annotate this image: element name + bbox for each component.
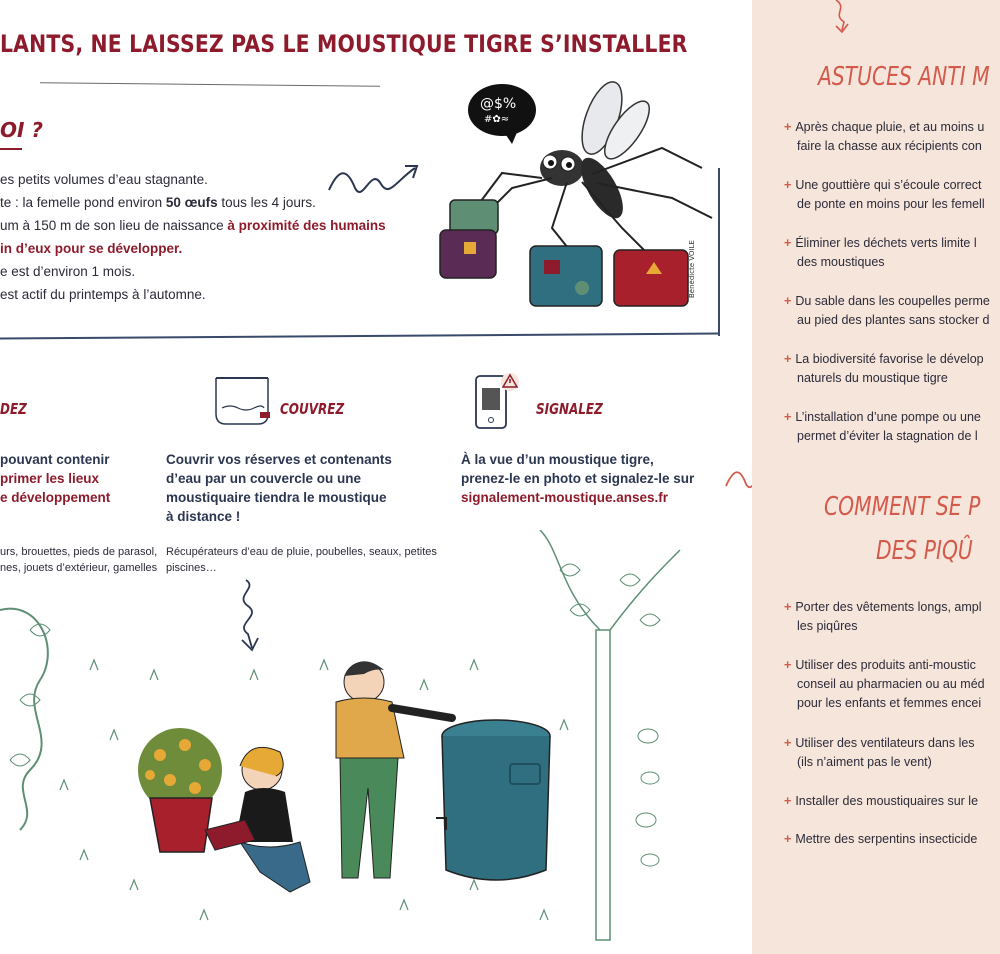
step-title: COUVREZ — [280, 400, 345, 418]
phone-alert-icon — [472, 370, 526, 432]
protect-title: COMMENT SE P — [824, 492, 981, 522]
fact-line: um à 150 m de son lieu de naissance à proximité des humains — [0, 218, 386, 233]
step-examples: Récupérateurs d’eau de pluie, poubelles, seaux, petites piscines… — [166, 546, 437, 574]
protect-title: DES PIQÛ — [876, 536, 973, 566]
fact-line: es petits volumes d’eau stagnante. — [0, 172, 208, 187]
signalement-link[interactable]: signalement-moustique.anses.fr — [461, 490, 669, 505]
protect-item: + Installer des moustiquaires sur le — [784, 794, 979, 808]
facts-heading-underline — [0, 148, 22, 150]
protect-item: + Utiliser des ventilateurs dans les (ils n’aiment pas le vent) — [784, 736, 975, 769]
step-examples: urs, brouettes, pieds de parasol, nes, jouets d’extérieur, gamelles — [0, 546, 158, 574]
facts-heading: OI ? — [0, 118, 44, 142]
protect-item: + Mettre des serpentins insecticide — [784, 832, 978, 846]
covered-container-icon — [212, 374, 272, 430]
illustration-signature: Bénédicte VOILE — [688, 240, 696, 298]
garden-illustration — [0, 530, 720, 950]
squiggle-arrow-icon — [830, 0, 854, 34]
tips-title: ASTUCES ANTI M — [818, 62, 990, 92]
squiggle-arrow-icon — [325, 158, 425, 198]
fact-line: est actif du printemps à l’automne. — [0, 287, 206, 302]
tip-item: + Éliminer les déchets verts limite l des moustiques — [784, 236, 977, 269]
facts-box-border — [0, 332, 720, 339]
fact-line: te : la femelle pond environ 50 œufs tous les 4 jours. — [0, 195, 316, 210]
step-title: SIGNALEZ — [536, 400, 603, 418]
protect-item: + Porter des vêtements longs, ampl les piqûres — [784, 600, 982, 633]
tip-item: + Une gouttière qui s’écoule correct de ponte en moins pour les femell — [784, 178, 985, 211]
svg-text:@$%: @$% — [480, 96, 517, 112]
tip-item: + Après chaque pluie, et au moins u faire la chasse aux récipients con — [784, 120, 985, 153]
svg-text:#✿≈: #✿≈ — [484, 114, 510, 125]
step-title: DEZ — [0, 400, 27, 418]
step-body: Couvrir vos réserves et contenants d’eau par un couvercle ou une moustiquaire tiendra le moustique à distance ! — [166, 452, 392, 524]
tip-item: + Du sable dans les coupelles perme au pied des plantes sans stocker d — [784, 294, 990, 327]
tip-item: + La biodiversité favorise le dévelop naturels du moustique tigre — [784, 352, 984, 385]
tip-item: + L’installation d’une pompe ou une permet d’éviter la stagnation de l — [784, 410, 981, 443]
page-title: LANTS, NE LAISSEZ PAS LE MOUSTIQUE TIGRE S’INSTALLER — [0, 30, 688, 58]
protect-item: + Utiliser des produits anti-moustic conseil au pharmacien ou au méd pour les enfants et femmes encei — [784, 658, 985, 710]
fact-line: in d’eux pour se développer. — [0, 241, 183, 256]
step-body: À la vue d’un moustique tigre, prenez-le en photo et signalez-le sur signalement-moustique.anses.fr — [461, 450, 731, 507]
mosquito-illustration — [432, 78, 722, 318]
fact-line: e est d’environ 1 mois. — [0, 264, 136, 279]
step-body: pouvant contenir primer les lieux e développement — [0, 452, 111, 505]
title-divider — [40, 82, 380, 87]
